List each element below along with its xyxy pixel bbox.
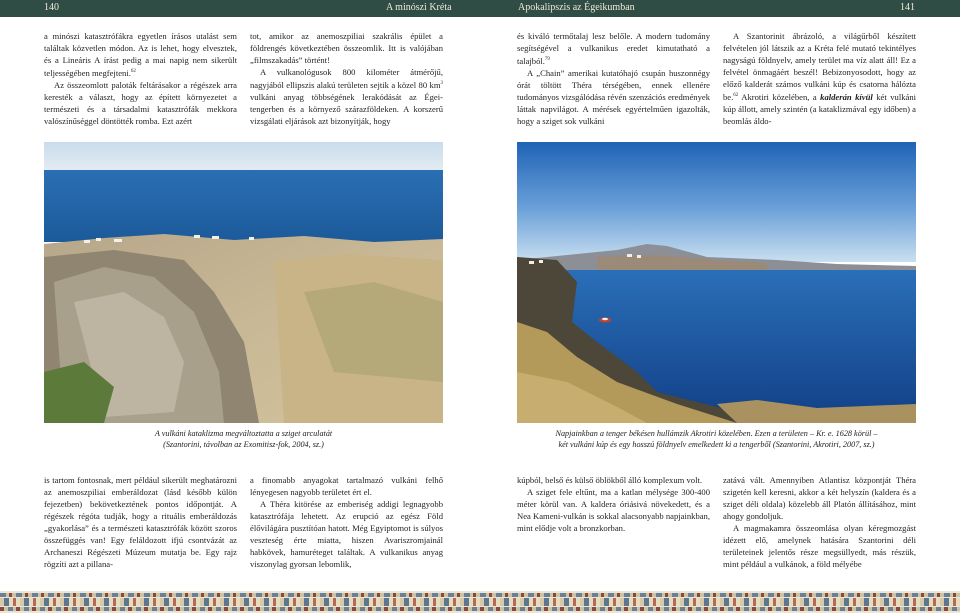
- paragraph: kúpból, belső és külső öblökből álló komplexum volt.: [517, 475, 702, 485]
- right-header-bar: [480, 0, 960, 17]
- paragraph-tail: két vulkáni kúp állott, amely szintén (a kataklizmával egy időben) a beomlás áldo-: [723, 91, 917, 126]
- right-page-number: 141: [900, 2, 915, 13]
- paragraph-tail: Akrotiri közelében, a: [738, 91, 821, 102]
- caption-line: két vulkáni kúp és egy hosszú földnyelv emelkedett ki a tengerből (Szantorini, Akrotiri, 2007, sz.): [558, 440, 875, 449]
- paragraph: a finomabb anyagokat tartalmazó vulkáni felhő lényegesen nagyobb területet ért el.: [250, 475, 443, 497]
- caption-line: (Szantorini, távolban az Exomitisz-fok, 2004, sz.): [163, 440, 324, 449]
- left-page-number: 140: [44, 2, 59, 13]
- left-running-title: A minószi Kréta: [386, 2, 452, 13]
- paragraph: A vulkanológusok 800 kilométer átmérőjű, nagyjából ellipszis alakú területen sejtik a közel 80 km: [250, 67, 443, 90]
- footnote-ref: 62: [733, 93, 739, 98]
- left-header-bar: [0, 0, 480, 17]
- paragraph: tot, amikor az anemoszpiliai szakrális épület a földrengés következtében összeomlik. Itt is valójában „filmszakadás” történt!: [250, 31, 443, 65]
- caption-line: Napjainkban a tenger békésen hullámzik Akrotiri közelében. Ezen a területen – Kr. e. 1628 körül –: [555, 429, 878, 438]
- left-col1-top: [44, 30, 237, 127]
- superscript: 3: [440, 81, 443, 86]
- paragraph: A sziget fele eltűnt, ma a katlan mélysége 300-400 méter körül van. A kaldera óriásivá növekedett, és a Nea Kameni-vulkán is sokkal alacsonyabb napjainkban, mint elődje volt a bronzkorban.: [517, 487, 710, 533]
- left-col2-bottom: [250, 474, 443, 570]
- paragraph: zatává vált. Amennyiben Atlantisz központját Théra szigetén kell keresni, akkor a két helyszín (kaldera és a sziget déli oldala) közelebb áll Platón állításához, mint ahogy gondoljuk.: [723, 475, 916, 521]
- paragraph: és kiváló termőtalaj lesz belőle. A modern tudomány segítségével a vulkanikus eredet kimutatható a talajból.: [517, 31, 710, 66]
- left-photo-cliffs: [44, 142, 443, 423]
- right-photo-coast: [517, 142, 916, 423]
- right-col1-top: [517, 30, 710, 127]
- left-photo-caption: [44, 428, 443, 450]
- paragraph-tail: vulkáni anyag többségének lerakódását az Égei-tengerben és a környező szárazföldeken. A korszerű vizsgálati eljárások azt bizonyítják, hogy: [250, 91, 443, 126]
- paragraph: Az összeomlott paloták feltárásakor a régészek arra keresték a választ, hogy az épített környezetet a természeti és a társadalmi katasztrófák mekkora valószínűséggel döntötték romba. Ezt azért: [44, 79, 237, 126]
- paragraph: A Szantorinit ábrázoló, a világűrből készített felvételen jól látszik az a Kréta felé mutató tekintélyes nagyságú földnyelv, amely terület ma víz alatt áll! Ez a felvétel önmagáért beszél! Bebizonyosodott, hogy az előző kalderát számos vulkáni kúp és csatorna hálózta be.: [723, 31, 916, 102]
- decorative-border: [0, 591, 960, 613]
- caption-line: A vulkáni kataklizma megváltoztatta a sziget arculatát: [154, 429, 333, 438]
- border-band: [0, 607, 960, 611]
- border-band: [0, 598, 960, 606]
- paragraph: a minószi katasztrófákra egyetlen írásos utalást sem találtak közvetlen módon. Az is lehet, hogy elvesztek, és a Lineáris A írást pedig a mai napig nem sikerült teljességében megfejteni.: [44, 31, 237, 78]
- right-running-title: Apokalipszis az Égeikumban: [518, 2, 635, 13]
- paragraph: A „Chain” amerikai kutatóhajó csupán huszonnégy órát töltött Théra térségében, ennek ellenére tudományos vizsgálódása révén szenzációs eredmények láttak napvilágot. A mérések egyértelműen igazolták, hogy a sziget sok vulkáni: [517, 67, 710, 126]
- left-col2-top: [250, 30, 443, 127]
- right-photo-caption: [517, 428, 916, 450]
- border-band: [0, 593, 960, 597]
- left-col1-bottom: [44, 474, 237, 570]
- footnote-ref: 79: [544, 57, 550, 62]
- emphasis: kalderán kívül: [820, 91, 873, 102]
- right-col1-bottom: [517, 474, 710, 534]
- right-col2-top: [723, 30, 916, 127]
- paragraph: is tartom fontosnak, mert például sikerült meghatározni az anemoszpiliai emberáldozat (lásd később külön fejezetben) bekövetkeztének pontos időpontját. A régészek régóta tudják, hogy a rituális emberáldozás „gyakorlása” és a természeti katasztrófák között szoros összefüggés van! Egy feláldozott ifjú csontvázát az Archaneszi Régészeti Múzeum mutatja be. Egy rajz rögzíti azt a pillana-: [44, 475, 237, 569]
- paragraph: A magmakamra összeomlása olyan kéregmozgást idézett elő, amelynek hatására Szantorini déli területeinek jelentős része megsüllyedt, más részük, mint például a vulkánok, a föld mélyébe: [723, 523, 916, 569]
- right-col2-bottom: [723, 474, 916, 570]
- footnote-ref: 62: [130, 69, 136, 74]
- paragraph: A Théra kitörése az emberiség addigi legnagyobb katasztrófája lehetett. Az erupció az egész Föld élővilágára pusztítóan hatott. Még Egyiptomot is súlyos veszteség érte miatta, hiszen Avariszromjainál habkövek, hamuréteget találtak. A vulkanikus anyag viszonylag gyorsan lebomlik,: [250, 499, 443, 569]
